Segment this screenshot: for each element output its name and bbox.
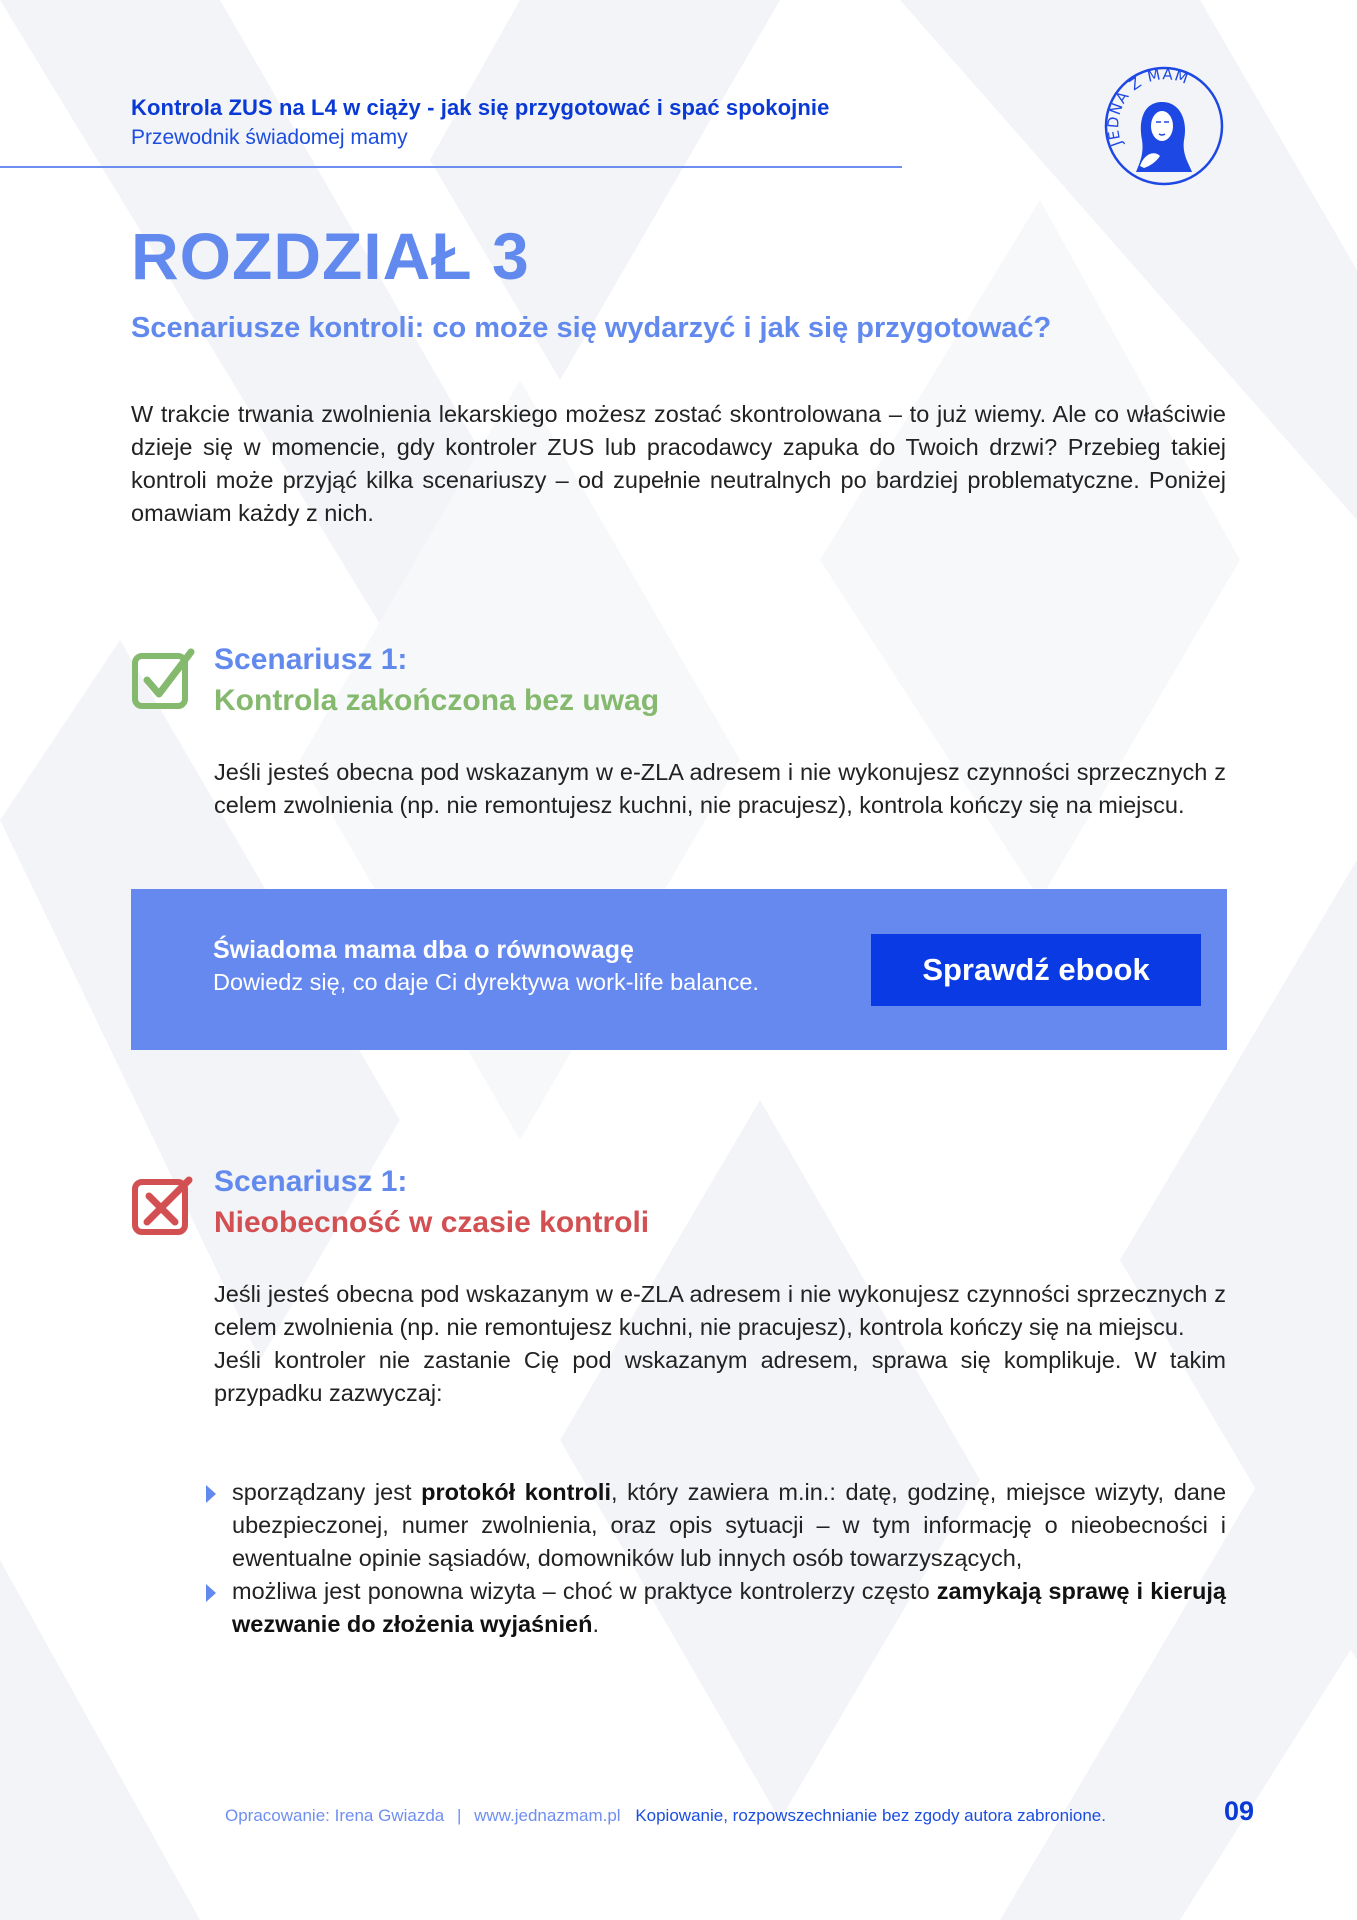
jedna-z-mam-logo-icon <box>1100 62 1228 190</box>
document-title: Kontrola ZUS na L4 w ciąży - jak się przygotować i spać spokojnie <box>131 95 830 120</box>
bullet-text-bold: protokół kontroli <box>421 1479 611 1505</box>
banner-title: Świadoma mama dba o równowagę <box>213 936 634 964</box>
checkbox-checked-icon <box>131 646 197 712</box>
footer-website-link[interactable]: www.jednazmam.pl <box>474 1806 621 1825</box>
chapter-heading: ROZDZIAŁ 3 <box>131 219 530 293</box>
scenario-1-text <box>214 756 1226 822</box>
page-footer <box>225 1806 1106 1826</box>
scenario-1-title: Kontrola zakończona bez uwag <box>214 684 660 717</box>
scenario-2-paragraph: Jeśli jesteś obecna pod wskazanym w e-ZLA adresem i nie wykonujesz czynności sprzecznych z celem zwolnienia (np. nie remontujesz kuchni, nie pracujesz), kontrola kończy się na miejscu. <box>214 1281 1226 1340</box>
chapter-subtitle: Scenariusze kontroli: co może się wydarzyć i jak się przygotować? <box>131 312 1052 344</box>
list-item <box>206 1575 1226 1641</box>
triangle-bullet-icon <box>206 1485 216 1503</box>
bullet-text-after: . <box>592 1611 599 1637</box>
page-number: 09 <box>1224 1796 1255 1826</box>
footer-copyright: Kopiowanie, rozpowszechnianie bez zgody autora zabronione. <box>635 1806 1106 1825</box>
checkbox-crossed-icon <box>131 1172 197 1238</box>
bullet-text-before: sporządzany jest <box>232 1479 422 1505</box>
promo-banner <box>131 889 1227 1050</box>
bullet-text-before: możliwa jest ponowna wizyta – choć w praktyce kontrolerzy często <box>232 1578 937 1604</box>
scenario-2-paragraph: Jeśli kontroler nie zastanie Cię pod wskazanym adresem, sprawa się komplikuje. W takim przypadku zazwyczaj: <box>214 1347 1226 1406</box>
banner-text: Dowiedz się, co daje Ci dyrektywa work-life balance. <box>213 969 759 995</box>
document-subtitle: Przewodnik świadomej mamy <box>131 126 408 149</box>
svg-text:JEDNA Z MAM: JEDNA Z MAM <box>1104 65 1192 149</box>
scenario-2-bullet-list <box>206 1476 1226 1641</box>
scenario-2-title: Nieobecność w czasie kontroli <box>214 1206 650 1239</box>
bullet-text-bold: zamykają sprawę i kierują wezwanie do złożenia wyjaśnień <box>232 1578 1226 1637</box>
triangle-bullet-icon <box>206 1584 216 1602</box>
footer-author: Opracowanie: Irena Gwiazda <box>225 1806 445 1825</box>
list-item <box>206 1476 1226 1575</box>
bullet-text-after: , który zawiera m.in.: datę, godzinę, miejsce wizyty, dane ubezpieczonej, numer zwolnienia, oraz opis sytuacji – w tym informację o nieobecności i ewentualne opinie sąsiadów, domowników lub innych osób towarzyszących, <box>232 1479 1227 1571</box>
scenario-2-label: Scenariusz 1: <box>214 1165 408 1198</box>
scenario-2-text <box>214 1278 1226 1410</box>
header-divider <box>0 166 902 168</box>
intro-paragraph: W trakcie trwania zwolnienia lekarskiego możesz zostać skontrolowana – to już wiemy. Ale co właściwie dzieje się w momencie, gdy kontroler ZUS lub pracodawcy zapuka do Twoich drzwi? Przebieg takiej kontroli może przyjąć kilka scenariuszy – od zupełnie neutralnych po bardziej problematyczne. Poniżej omawiam każdy z nich. <box>131 401 1226 526</box>
scenario-1-paragraph: Jeśli jesteś obecna pod wskazanym w e-ZLA adresem i nie wykonujesz czynności sprzecznych z celem zwolnienia (np. nie remontujesz kuchni, nie pracujesz), kontrola kończy się na miejscu. <box>214 759 1226 818</box>
check-ebook-button[interactable]: Sprawdź ebook <box>871 934 1201 1006</box>
footer-separator: | <box>456 1806 462 1825</box>
scenario-1-label: Scenariusz 1: <box>214 643 408 676</box>
